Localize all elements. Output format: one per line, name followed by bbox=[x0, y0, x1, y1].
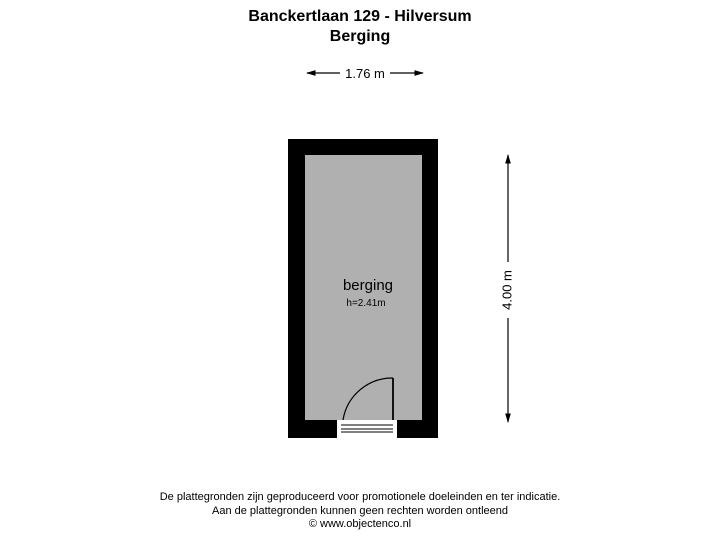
copyright-line: © www.objectenco.nl bbox=[308, 518, 412, 530]
depth-dimension bbox=[499, 155, 514, 422]
depth-dimension-label: 4.00 m bbox=[499, 270, 515, 310]
room-name-label: berging bbox=[342, 277, 394, 294]
disclaimer-line-1: De plattegronden zijn geproduceerd voor promotionele doeleinden en ter indicatie. bbox=[159, 491, 561, 503]
width-dimension bbox=[307, 66, 423, 81]
plan-title-floor: Berging bbox=[329, 28, 391, 45]
width-dimension-label: 1.76 m bbox=[345, 66, 385, 81]
room-height-label: h=2.41m bbox=[346, 298, 386, 309]
plan-title-address: Banckertlaan 129 - Hilversum bbox=[248, 8, 472, 25]
room-floor bbox=[305, 155, 422, 438]
wall-segment-left bbox=[305, 420, 337, 438]
disclaimer-line-2: Aan de plattegronden kunnen geen rechten worden ontleend bbox=[211, 505, 508, 517]
wall-segment-right bbox=[397, 420, 422, 438]
